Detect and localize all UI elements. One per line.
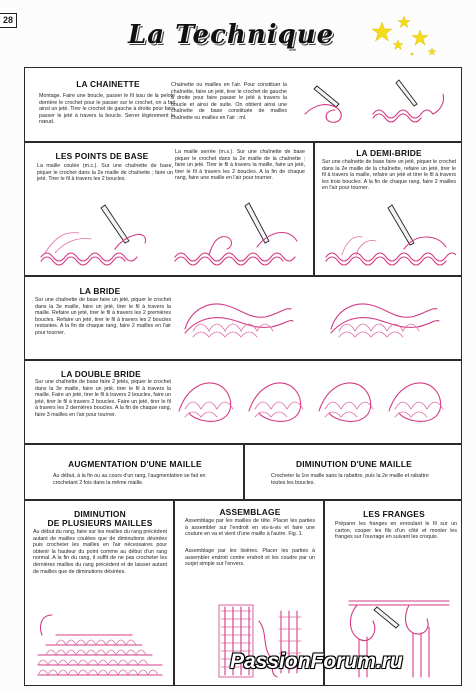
section-title: AUGMENTATION D'UNE MAILLE [68,459,202,469]
diminution-une-text: Crocheter la 1re maille sans la rabattre, puis la 2e maille et rabattre toutes les boucles. [271,473,429,486]
maille-coulee-illustration [35,197,155,273]
section-title: LA DOUBLE BRIDE [61,369,141,379]
assemblage-text-1: Assemblage par les mailles de tête. Placer les parties à assembler sur l'endroit en vis-à-vis et faire une couture en va et vient d'une maille à l'autre. Fig. 1. [185,518,315,538]
section-title: LA BRIDE [79,286,121,296]
section-title-line2: DE PLUSIEURS MAILLES [47,518,153,528]
section-title: LES FRANGES [363,509,425,519]
section-title-line1: DIMINUTION [74,509,126,519]
augmentation-text: Au début, à la fin ou au cours d'un rang, l'augmentation se fait en crochetant 2 fois dans la même maille. [53,473,206,486]
franges-text: Préparer les franges en enroulant le fil sur un carton, couper les fils d'un côté et monter les franges sur l'ouvrage en suivant les croquis. [335,521,457,541]
bride-illustration-1 [179,289,299,349]
section-title: LA CHAINETTE [76,79,140,89]
points-text-left: La maille coulée (m.c.). Sur une chaînette de base, piquer le crochet dans la 2e maille de chaînette ; faire un jeté. Tirer le fil à travers les 2 boucles. [37,163,173,183]
section-title: LA DEMI-BRIDE [356,148,422,158]
page-number: 28 [0,13,17,28]
section-title: DIMINUTION D'UNE MAILLE [296,459,412,469]
section-diminution-plusieurs [24,500,174,686]
assemblage-text-2: Assemblage par les lisières. Placer les parties à assembler endroit contre endroit et les coudre par un surjet simple sur l'envers. [185,548,315,568]
section-double-bride [24,360,462,444]
section-points-de-base [24,142,314,276]
chainette-text-right: Chaînette ou mailles en l'air. Pour constituer la chaînette, faire un jeté, tirer le crochet de gauche à droite pour faire passer le jeté à travers la boucle et ainsi de suite. On obtient ainsi une chaînette de base constituée de mailles chaînette ou mailles en l'air : ml. [171,82,287,121]
demi-bride-text: Sur une chaînette de base faire un jeté, piquer le crochet dans la 2e maille de la chaînette, refaire un jeté, tirer le fil à travers la maille, refaire un jeté et tirer le fil à travers les trois boucles. A la fin de chaque rang, faire 2 mailles en l'air pour tourner. [322,159,456,192]
section-title: ASSEMBLAGE [219,507,281,517]
double-bride-text: Sur une chaînette de base faire 2 jetés, piquer le crochet dans la 3e maille, faire un jeté, tirer le fil à travers la maille. Faire un jeté, tirer le fil à travers 2 boucles, faire un jeté, tirer le fil à travers 2 boucles. Faire un jeté, tirer le fil à travers les 2 dernières boucles. A la fin de chaque rang, faire 3 mailles en l'air pour tourner. [35,379,172,418]
chainette-illustration [295,74,455,136]
maille-serree-illustration [169,197,309,273]
diminution-plusieurs-illustration [32,605,168,683]
demi-bride-illustration [322,201,456,273]
section-demi-bride [314,142,462,276]
page-title: La Technique [128,20,335,50]
bride-illustration-2 [325,289,445,349]
section-diminution-une [244,444,462,500]
section-title: LES POINTS DE BASE [55,151,149,161]
stars-decoration [370,12,440,60]
points-text-right: La maille serrée (m.s.). Sur une chaînette de base piquer le crochet dans la 2e maille de la chaînette ; faire un jeté. Tirer le fil à travers la maille, faire un jeté, tirer le fil à travers les 2 boucles. A la fin de chaque rang, faire une maille en l'air pour tourner. [175,149,305,182]
diminution-plusieurs-text: Au début du rang, faire sur les mailles du rang précédent autant de mailles coulées que de diminutions désirées puis crocheter les mailles en l'air nécessaires pour obtenir la hauteur du point comme au début d'un rang normal. A la fin du rang, il suffit de ne pas crocheter les dernières mailles du rang précédent et de laisser autant de mailles que de diminutions désirées. [33,529,167,575]
bride-text: Sur une chaînette de base faire un jeté, piquer le crochet dans la 3e maille, faire un jeté, tirer le fil à travers la maille. Refaire un jeté, tirer le fil à travers les 2 premières boucles. Refaire un jeté, tirer le fil à travers les 2 boucles restantes. A la fin de chaque rang, faire 2 mailles en l'air pour tourner. [35,297,171,336]
section-bride [24,276,462,360]
watermark: PassionForum.ru [230,650,403,673]
double-bride-illustration [175,369,455,437]
chainette-text-left: Montage. Faire une boucle, passer le fil issu de la pelote derrière le crochet pour le passer sur le crochet, on a fait ainsi un jeté. Tirer le crochet de gauche à droite pour faire passer le jeté à travers la boucle. Serrer légèrement le nœud. [39,93,175,126]
section-chainette [24,67,462,142]
section-augmentation [24,444,244,500]
